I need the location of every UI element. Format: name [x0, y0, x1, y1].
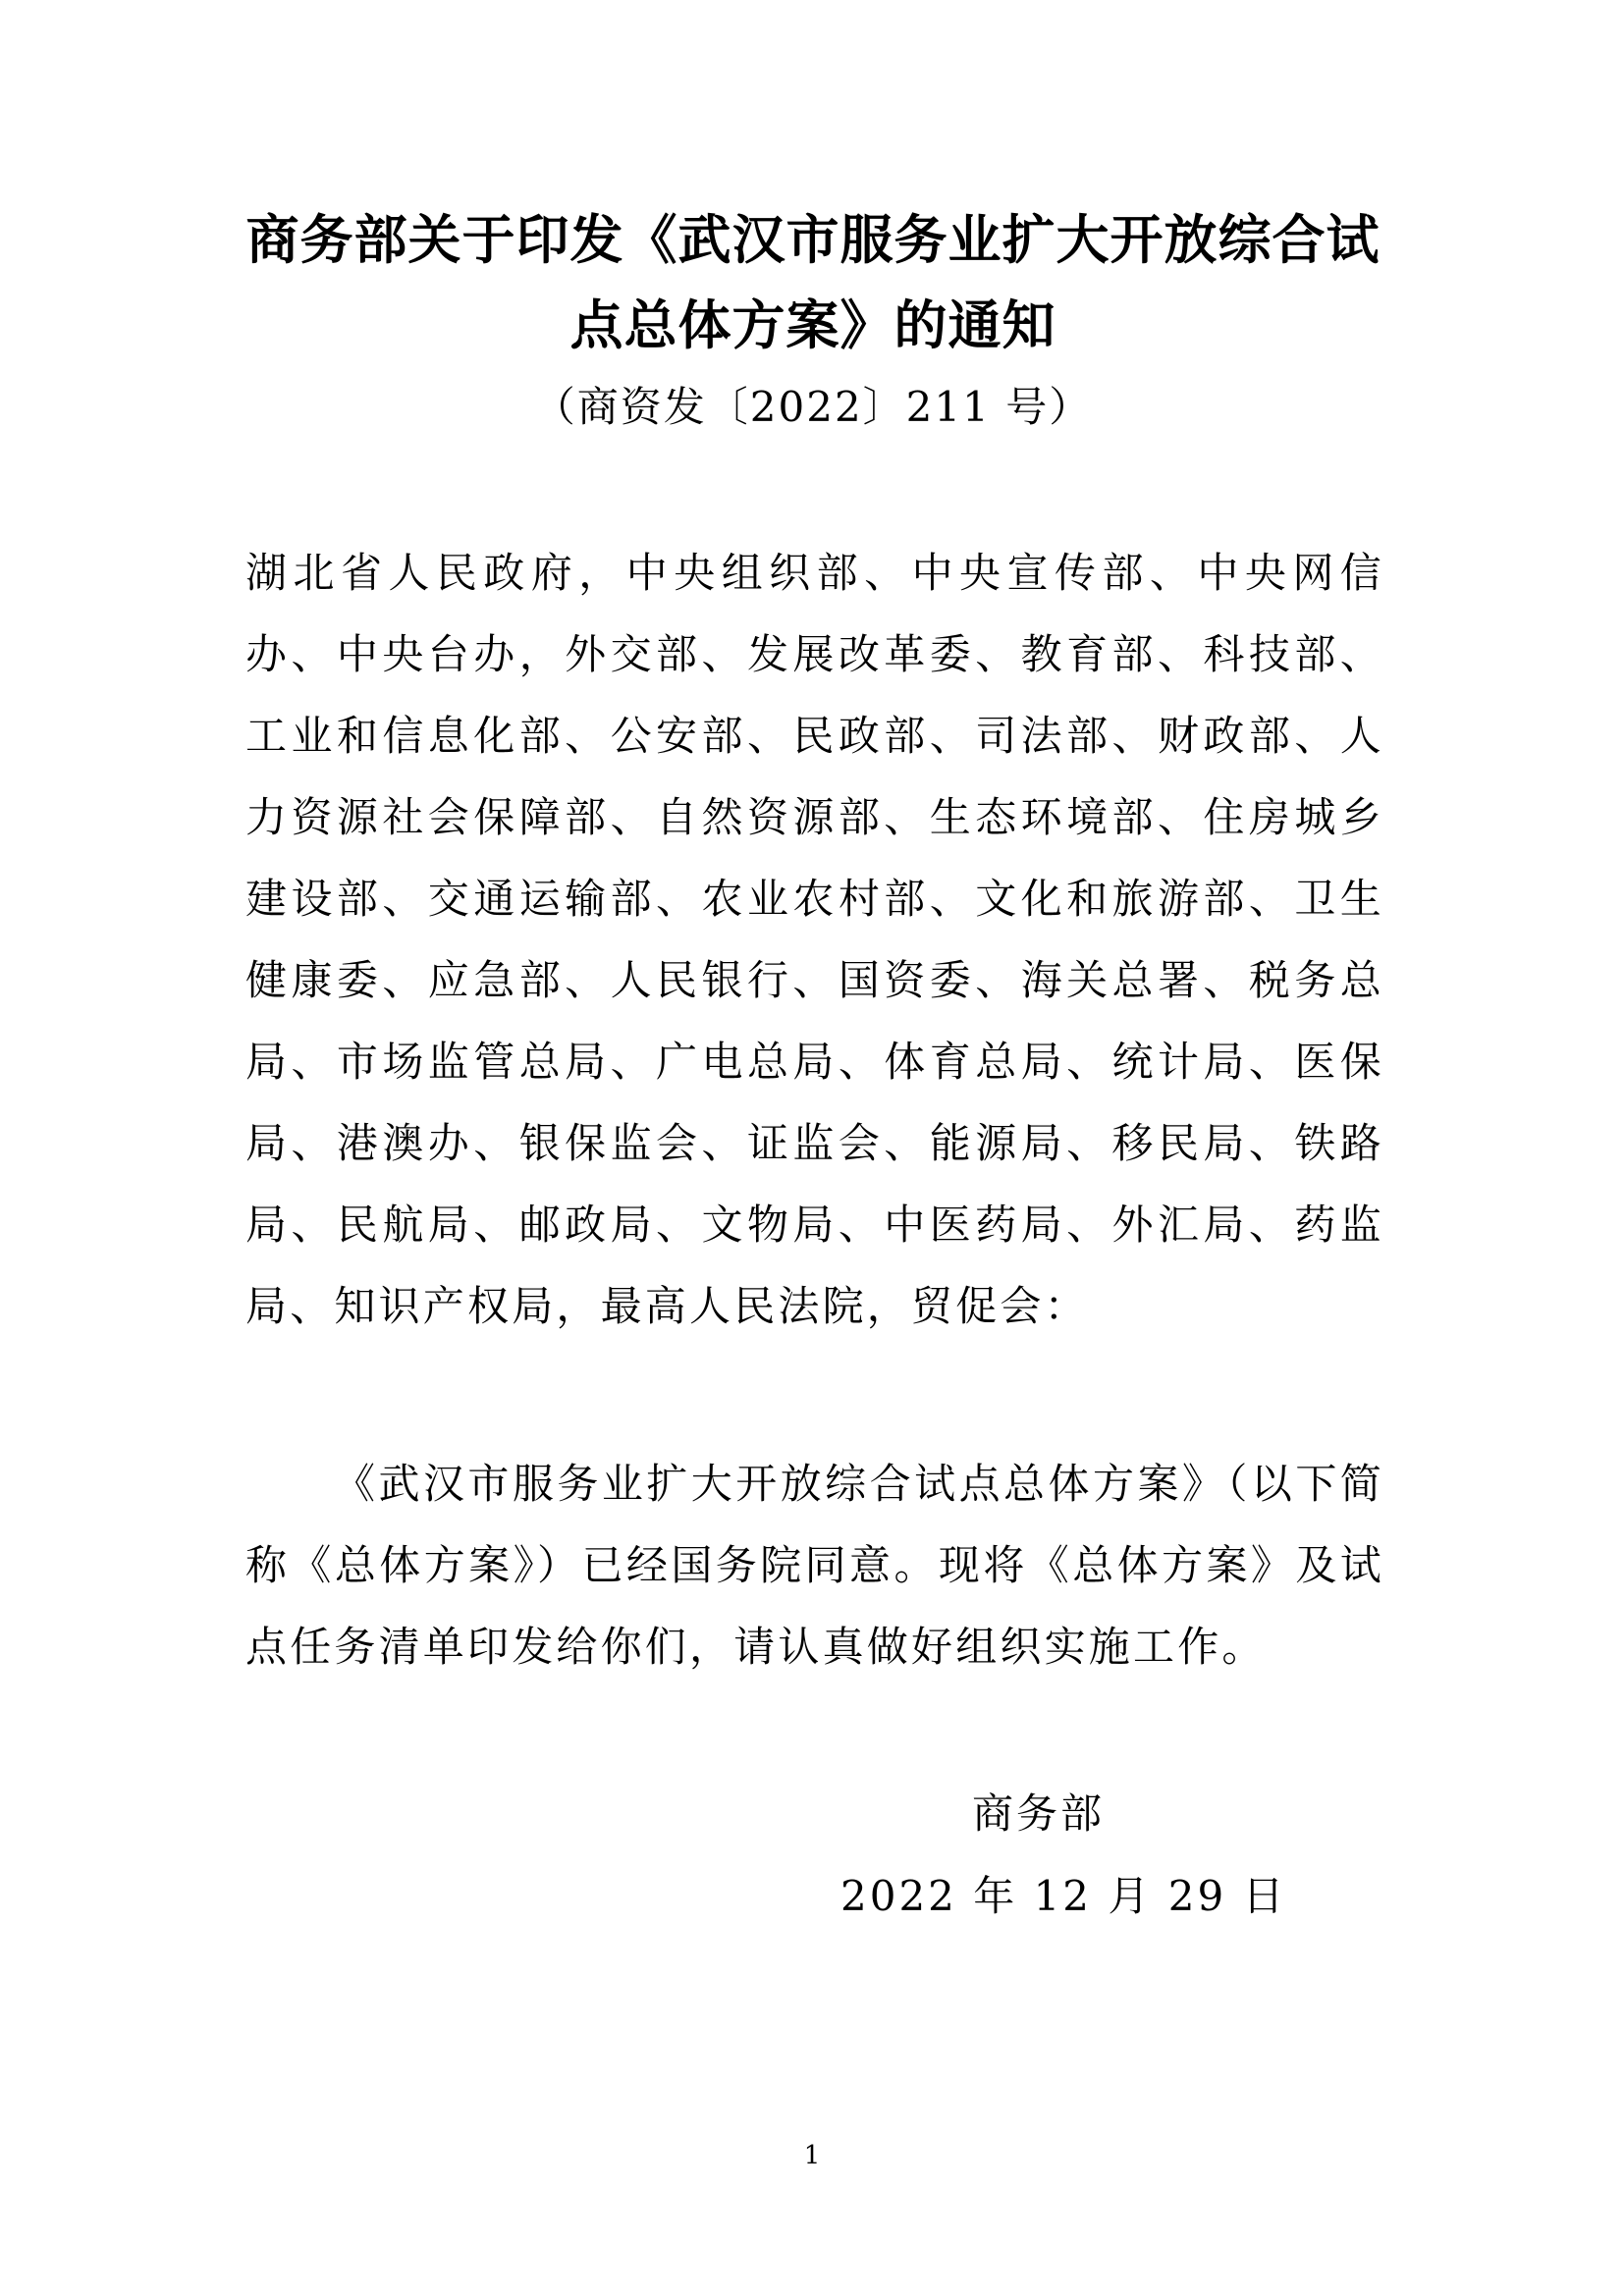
- document-number: （商资发〔2022〕211 号）: [533, 383, 1093, 431]
- signature-date: 2022 年 12 月 29 日: [840, 1872, 1287, 1920]
- document-title-line-2: 点总体方案》的通知: [569, 294, 1056, 356]
- document-title-line-1: 商务部关于印发《武汉市服务业扩大开放综合试: [245, 209, 1380, 271]
- page-number: 1: [803, 2141, 821, 2170]
- recipients-paragraph: 湖北省人民政府，中央组织部、中央宣传部、中央网信办、中央台办，外交部、发展改革委、教育部、科技部、工业和信息化部、公安部、民政部、司法部、财政部、人力资源社会保障部、自然资源部、生态环境部、住房城乡建设部、交通运输部、农业农村部、文化和旅游部、卫生健康委、应急部、人民银行、国资委、海关总署、税务总局、市场监管总局、广电总局、体育总局、统计局、医保局、港澳办、银保监会、证监会、能源局、移民局、铁路局、民航局、邮政局、文物局、中医药局、外汇局、药监局、知识产权局，最高人民法院，贸促会：: [245, 549, 1384, 1330]
- body-paragraph: 《武汉市服务业扩大开放综合试点总体方案》（以下简称《总体方案》）已经国务院同意。现将《总体方案》及试点任务清单印发给你们，请认真做好组织实施工作。: [245, 1460, 1384, 1671]
- signature-organization: 商务部: [972, 1789, 1106, 1838]
